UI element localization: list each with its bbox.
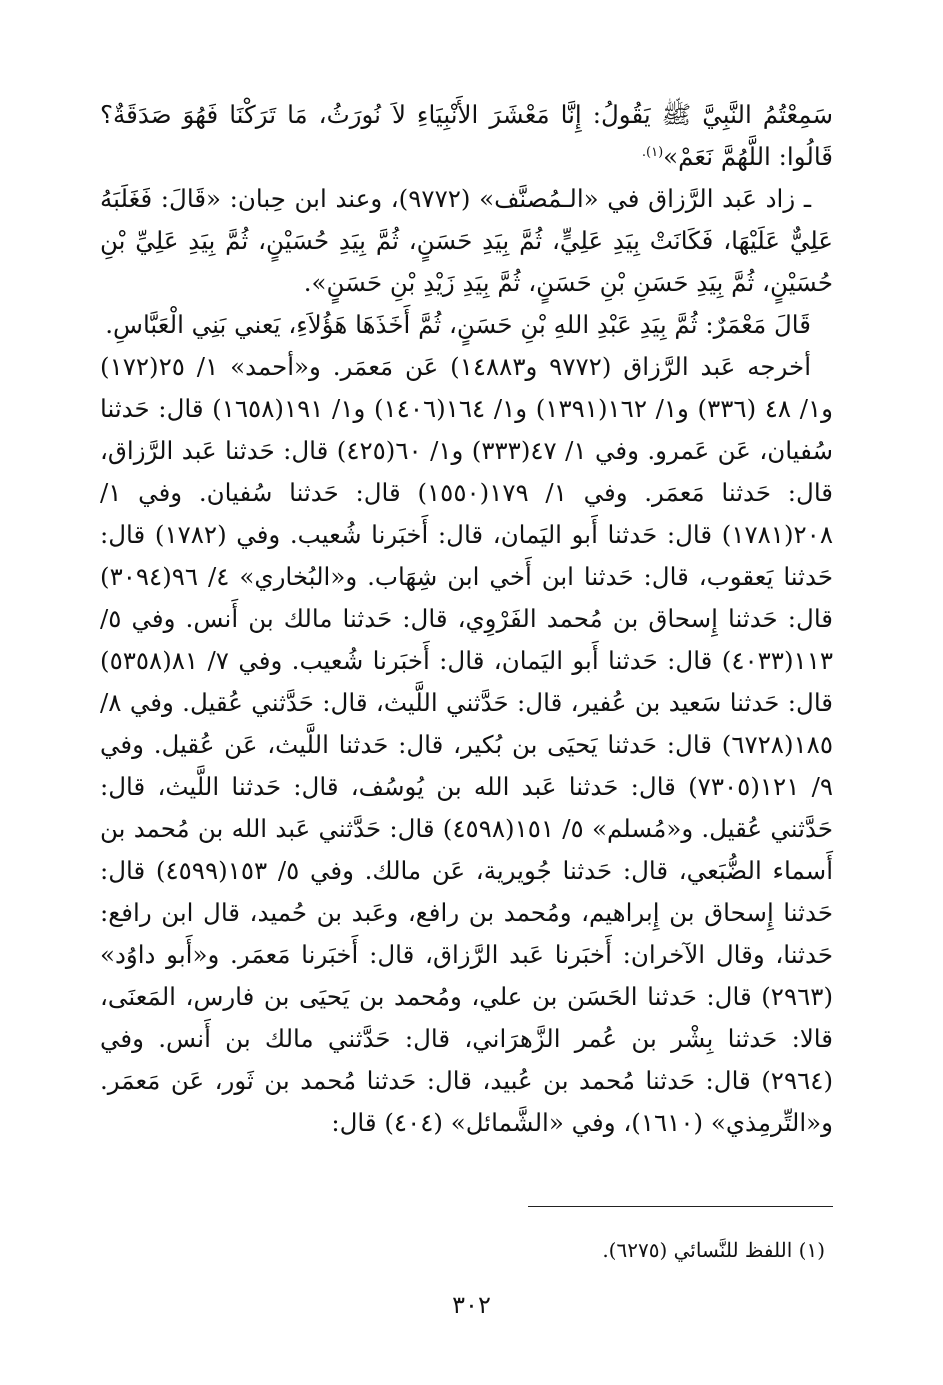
main-text-block <box>100 94 833 1144</box>
abdurrazzaq-addition-paragraph: ـ زاد عَبد الرَّزاق في «الـمُصنَّف» (٩٧٧٢)، وعند ابن حِبان: «قَالَ: فَغَلَبَهُ عَلِيٌّ عَلَيْهَا، فَكَانَتْ بِيَدِ عَلِيٍّ، ثُمَّ بِيَدِ حَسَنٍ، ثُمَّ بِيَدِ حُسَيْنٍ، ثُمَّ بِيَدِ عَلِيِّ بْنِ حُسَيْنٍ، ثُمَّ بِيَدِ حَسَنِ بْنِ حَسَنٍ، ثُمَّ بِيَدِ زَيْدِ بْنِ حَسَنٍ». <box>100 184 833 297</box>
footnote-separator <box>528 1206 833 1207</box>
hadith-text: سَمِعْتُمُ النَّبِيَّ ﷺ يَقُولُ: إِنَّا مَعْشَرَ الأَنْبِيَاءِ لاَ نُورَثُ، مَا تَرَكْنَا فَهُوَ صَدَقَةٌ؟ قَالُوا: اللَّهُمَّ نَعَمْ» <box>100 100 833 171</box>
footnote-marker: (١). <box>641 144 664 160</box>
footnote-text: (١) اللفظ للنَّسائي (٦٢٧٥). <box>602 1238 825 1262</box>
mamar-statement-paragraph: قَالَ مَعْمَرٌ: ثُمَّ بِيَدِ عَبْدِ اللهِ بْنِ حَسَنٍ، ثُمَّ أَخَذَهَا هَؤُلاَءِ، يَعني بَنِي الْعَبَّاسِ. <box>105 310 811 339</box>
takhrij-paragraph: أخرجه عَبد الرَّزاق (٩٧٧٢ و١٤٨٨٣) عَن مَعمَر. و«أحمد» ١/ ٢٥(١٧٢) و١/ ٤٨ (٣٣٦) و١/ ١٦٢(١٣٩١) و١/ ١٦٤(١٤٠٦) و١/ ١٩١(١٦٥٨) قال: حَدثنا سُفيان، عَن عَمرو. وفي ١/ ٤٧(٣٣٣) و١/ ٦٠(٤٢٥) قال: حَدثنا عَبد الرَّزاق، قال: حَدثنا مَعمَر. وفي ١/ ١٧٩(١٥٥٠) قال: حَدثنا سُفيان. وفي ١/ ٢٠٨(١٧٨١) قال: حَدثنا أَبو اليَمان، قال: أَخبَرنا شُعيب. وفي (١٧٨٢) قال: حَدثنا يَعقوب، قال: حَدثنا ابن أَخي ابن شِهَاب. و«البُخاري» ٤/ ٩٦(٣٠٩٤) قال: حَدثنا إِسحاق بن مُحمد الفَرْوِي، قال: حَدثنا مالك بن أَنس. وفي ٥/ ١١٣(٤٠٣٣) قال: حَدثنا أَبو اليَمان، قال: أَخبَرنا شُعيب. وفي ٧/ ٨١(٥٣٥٨) قال: حَدثنا سَعيد بن عُفير، قال: حَدَّثني اللَّيث، قال: حَدَّثني عُقيل. وفي ٨/ ١٨٥(٦٧٢٨) قال: حَدثنا يَحيَى بن بُكير، قال: حَدثنا اللَّيث، عَن عُقيل. وفي ٩/ ١٢١(٧٣٠٥) قال: حَدثنا عَبد الله بن يُوسُف، قال: حَدثنا اللَّيث، قال: حَدَّثني عُقيل. و«مُسلم» ٥/ ١٥١(٤٥٩٨) قال: حَدَّثني عَبد الله بن مُحمد بن أَسماء الضُّبَعي، قال: حَدثنا جُويرية، عَن مالك. وفي ٥/ ١٥٣(٤٥٩٩) قال: حَدثنا إِسحاق بن إِبراهيم، ومُحمد بن رافع، وعَبد بن حُميد، قال ابن رافع: حَدثنا، وقال الآخران: أَخبَرنا عَبد الرَّزاق، قال: أَخبَرنا مَعمَر. و«أَبو داوُد» (٢٩٦٣) قال: حَدثنا الحَسَن بن علي، ومُحمد بن يَحيَى بن فارس، المَعنَى، قالا: حَدثنا بِشْر بن عُمر الزَّهرَاني، قال: حَدَّثني مالك بن أَنس. وفي (٢٩٦٤) قال: حَدثنا مُحمد بن عُبيد، قال: حَدثنا مُحمد بن ثَور، عَن مَعمَر. و«التِّرمِذي» (١٦١٠)، وفي «الشَّمائل» (٤٠٤) قال: <box>100 352 834 1137</box>
page-number: ٣٠٢ <box>452 1291 491 1319</box>
hadith-paragraph <box>100 94 833 178</box>
